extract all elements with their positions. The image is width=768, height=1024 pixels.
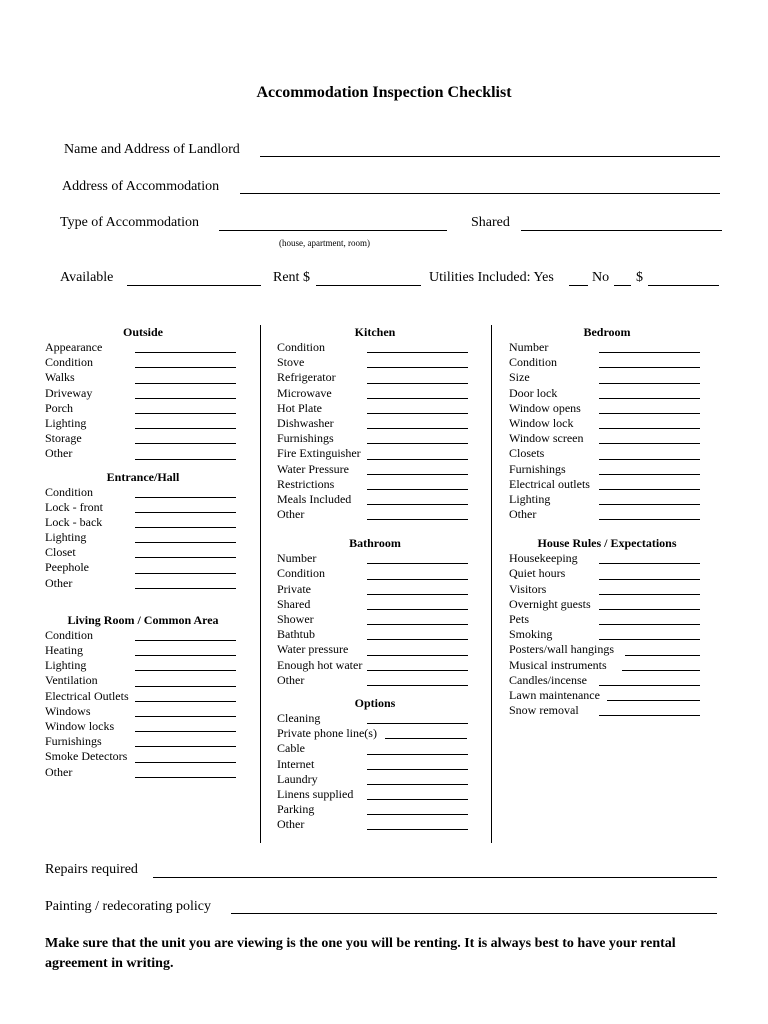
checklist-item: Visitors bbox=[509, 582, 705, 597]
answer-blank[interactable] bbox=[367, 769, 468, 770]
checklist-item: Cable bbox=[277, 741, 473, 756]
checklist-item: Peephole bbox=[45, 560, 241, 575]
checklist-item: Size bbox=[509, 370, 705, 385]
checklist-item: Furnishings bbox=[45, 734, 241, 749]
painting-label: Painting / redecorating policy bbox=[45, 899, 212, 914]
answer-blank[interactable] bbox=[367, 670, 468, 671]
answer-blank[interactable] bbox=[135, 573, 236, 574]
utilities-label: Utilities Included: Yes bbox=[429, 270, 554, 285]
answer-blank[interactable] bbox=[135, 398, 236, 399]
answer-blank[interactable] bbox=[135, 746, 236, 747]
checklist-item: Microwave bbox=[277, 386, 473, 401]
answer-blank[interactable] bbox=[367, 367, 468, 368]
answer-blank[interactable] bbox=[599, 639, 700, 640]
answer-blank[interactable] bbox=[135, 701, 236, 702]
type-field[interactable] bbox=[219, 230, 447, 231]
answer-blank[interactable] bbox=[135, 383, 236, 384]
checklist-item: Condition bbox=[45, 628, 241, 643]
answer-blank[interactable] bbox=[367, 655, 468, 656]
checklist-item: Cleaning bbox=[277, 711, 473, 726]
checklist-item: Door lock bbox=[509, 386, 705, 401]
checklist-item: Shower bbox=[277, 612, 473, 627]
checklist-item: Closets bbox=[509, 446, 705, 461]
checklist-item: Linens supplied bbox=[277, 787, 473, 802]
checklist-item: Window opens bbox=[509, 401, 705, 416]
utilities-amount-field[interactable] bbox=[648, 285, 719, 286]
repairs-label: Repairs required bbox=[45, 862, 138, 877]
answer-blank[interactable] bbox=[367, 609, 468, 610]
answer-blank[interactable] bbox=[367, 398, 468, 399]
checklist-item: Smoke Detectors bbox=[45, 749, 241, 764]
answer-blank[interactable] bbox=[135, 413, 236, 414]
answer-blank[interactable] bbox=[599, 474, 700, 475]
column-divider bbox=[491, 325, 492, 843]
section-heading-options: Options bbox=[354, 695, 396, 710]
checklist-item: Condition bbox=[277, 566, 473, 581]
checklist-item: Lock - front bbox=[45, 500, 241, 515]
shared-label: Shared bbox=[471, 215, 510, 230]
answer-blank[interactable] bbox=[367, 639, 468, 640]
checklist-item: Furnishings bbox=[509, 462, 705, 477]
answer-blank[interactable] bbox=[599, 609, 700, 610]
painting-field[interactable] bbox=[231, 913, 717, 914]
answer-blank[interactable] bbox=[367, 754, 468, 755]
utilities-yes-field[interactable] bbox=[569, 285, 588, 286]
answer-blank[interactable] bbox=[367, 799, 468, 800]
house-rules-items bbox=[509, 551, 705, 718]
section-heading-house-rules: House Rules / Expectations bbox=[537, 536, 677, 551]
answer-blank[interactable] bbox=[599, 715, 700, 716]
answer-blank[interactable] bbox=[367, 829, 468, 830]
checklist-column-3 bbox=[509, 325, 705, 718]
checklist-item: Condition bbox=[45, 485, 241, 500]
answer-blank[interactable] bbox=[599, 443, 700, 444]
answer-blank[interactable] bbox=[135, 640, 236, 641]
checklist-item: Laundry bbox=[277, 772, 473, 787]
section-heading-entrance-hall: Entrance/Hall bbox=[106, 469, 180, 484]
answer-blank[interactable] bbox=[135, 670, 236, 671]
checklist-item: Furnishings bbox=[277, 431, 473, 446]
section-heading-bedroom: Bedroom bbox=[583, 325, 631, 339]
checklist-item: Pets bbox=[509, 612, 705, 627]
checklist-item: Smoking bbox=[509, 627, 705, 642]
checklist-item: Enough hot water bbox=[277, 658, 473, 673]
utilities-dollar-label: $ bbox=[636, 270, 643, 285]
answer-blank[interactable] bbox=[135, 588, 236, 589]
checklist-item: Refrigerator bbox=[277, 370, 473, 385]
section-heading-bathroom: Bathroom bbox=[349, 536, 401, 551]
answer-blank[interactable] bbox=[599, 504, 700, 505]
answer-blank[interactable] bbox=[599, 624, 700, 625]
checklist-item: Other bbox=[277, 673, 473, 688]
repairs-field[interactable] bbox=[153, 877, 717, 878]
type-label: Type of Accommodation bbox=[60, 215, 199, 230]
answer-blank[interactable] bbox=[607, 700, 700, 701]
answer-blank[interactable] bbox=[135, 527, 236, 528]
checklist-column-1 bbox=[45, 325, 241, 780]
address-field[interactable] bbox=[240, 193, 720, 194]
type-hint: (house, apartment, room) bbox=[279, 238, 370, 248]
answer-blank[interactable] bbox=[135, 352, 236, 353]
bathroom-items bbox=[277, 551, 473, 688]
answer-blank[interactable] bbox=[367, 413, 468, 414]
answer-blank[interactable] bbox=[367, 624, 468, 625]
answer-blank[interactable] bbox=[135, 459, 236, 460]
answer-blank[interactable] bbox=[385, 738, 467, 739]
section-heading-kitchen: Kitchen bbox=[354, 325, 396, 339]
checklist-item: Condition bbox=[509, 355, 705, 370]
checklist-item: Lock - back bbox=[45, 515, 241, 530]
answer-blank[interactable] bbox=[599, 383, 700, 384]
address-label: Address of Accommodation bbox=[62, 179, 220, 194]
answer-blank[interactable] bbox=[599, 685, 700, 686]
checklist-item: Fire Extinguisher bbox=[277, 446, 473, 461]
checklist-item: Quiet hours bbox=[509, 566, 705, 581]
answer-blank[interactable] bbox=[367, 563, 468, 564]
checklist-item: Lighting bbox=[45, 530, 241, 545]
section-heading-outside: Outside bbox=[122, 325, 163, 339]
shared-field[interactable] bbox=[521, 230, 722, 231]
checklist-item: Snow removal bbox=[509, 703, 705, 718]
checklist-column-2 bbox=[277, 325, 473, 832]
options-items bbox=[277, 711, 473, 833]
checklist-item: Private phone line(s) bbox=[277, 726, 473, 741]
page-title: Accommodation Inspection Checklist bbox=[256, 84, 512, 101]
answer-blank[interactable] bbox=[135, 557, 236, 558]
checklist-item: Musical instruments bbox=[509, 658, 705, 673]
answer-blank[interactable] bbox=[599, 352, 700, 353]
answer-blank[interactable] bbox=[599, 519, 700, 520]
checklist-item: Lighting bbox=[45, 658, 241, 673]
answer-blank[interactable] bbox=[135, 497, 236, 498]
answer-blank[interactable] bbox=[599, 579, 700, 580]
checklist-item: Condition bbox=[277, 340, 473, 355]
checklist-item: Other bbox=[45, 446, 241, 461]
landlord-field[interactable] bbox=[260, 156, 720, 157]
checklist-item: Water Pressure bbox=[277, 462, 473, 477]
checklist-item: Other bbox=[509, 507, 705, 522]
checklist-item: Other bbox=[45, 765, 241, 780]
answer-blank[interactable] bbox=[367, 723, 468, 724]
answer-blank[interactable] bbox=[135, 367, 236, 368]
answer-blank[interactable] bbox=[625, 655, 700, 656]
checklist-item: Other bbox=[277, 817, 473, 832]
rent-label: Rent $ bbox=[273, 270, 310, 285]
checklist-item: Windows bbox=[45, 704, 241, 719]
checklist-item: Internet bbox=[277, 757, 473, 772]
answer-blank[interactable] bbox=[367, 579, 468, 580]
checklist-item: Walks bbox=[45, 370, 241, 385]
landlord-label: Name and Address of Landlord bbox=[64, 142, 240, 157]
answer-blank[interactable] bbox=[135, 731, 236, 732]
answer-blank[interactable] bbox=[599, 413, 700, 414]
answer-blank[interactable] bbox=[599, 367, 700, 368]
answer-blank[interactable] bbox=[135, 762, 236, 763]
checklist-item: Lighting bbox=[509, 492, 705, 507]
available-field[interactable] bbox=[127, 285, 261, 286]
checklist-item: Shared bbox=[277, 597, 473, 612]
answer-blank[interactable] bbox=[367, 428, 468, 429]
checklist-item: Meals Included bbox=[277, 492, 473, 507]
checklist-item: Other bbox=[45, 576, 241, 591]
checklist-item: Driveway bbox=[45, 386, 241, 401]
checklist-item: Porch bbox=[45, 401, 241, 416]
answer-blank[interactable] bbox=[135, 686, 236, 687]
answer-blank[interactable] bbox=[599, 563, 700, 564]
utilities-no-field[interactable] bbox=[614, 285, 631, 286]
checklist-item: Overnight guests bbox=[509, 597, 705, 612]
entrance-hall-items bbox=[45, 485, 241, 591]
section-heading-living-room: Living Room / Common Area bbox=[67, 612, 219, 627]
answer-blank[interactable] bbox=[367, 685, 468, 686]
answer-blank[interactable] bbox=[367, 459, 468, 460]
checklist-item: Window lock bbox=[509, 416, 705, 431]
checklist-item: Window screen bbox=[509, 431, 705, 446]
kitchen-items bbox=[277, 340, 473, 522]
checklist-item: Housekeeping bbox=[509, 551, 705, 566]
checklist-item: Private bbox=[277, 582, 473, 597]
checklist-item: Electrical Outlets bbox=[45, 689, 241, 704]
answer-blank[interactable] bbox=[367, 784, 468, 785]
checklist-item: Ventilation bbox=[45, 673, 241, 688]
checklist-item: Water pressure bbox=[277, 642, 473, 657]
answer-blank[interactable] bbox=[367, 489, 468, 490]
checklist-item: Number bbox=[277, 551, 473, 566]
checklist-item: Window locks bbox=[45, 719, 241, 734]
rent-field[interactable] bbox=[316, 285, 421, 286]
answer-blank[interactable] bbox=[599, 428, 700, 429]
bedroom-items bbox=[509, 340, 705, 522]
answer-blank[interactable] bbox=[135, 542, 236, 543]
answer-blank[interactable] bbox=[135, 443, 236, 444]
answer-blank[interactable] bbox=[367, 352, 468, 353]
utilities-no-label: No bbox=[592, 270, 610, 285]
checklist-item: Storage bbox=[45, 431, 241, 446]
answer-blank[interactable] bbox=[599, 459, 700, 460]
checklist-item: Electrical outlets bbox=[509, 477, 705, 492]
living-room-items bbox=[45, 628, 241, 780]
answer-blank[interactable] bbox=[135, 716, 236, 717]
checklist-item: Bathtub bbox=[277, 627, 473, 642]
checklist-item: Lawn maintenance bbox=[509, 688, 705, 703]
checklist-item: Condition bbox=[45, 355, 241, 370]
checklist-item: Appearance bbox=[45, 340, 241, 355]
answer-blank[interactable] bbox=[367, 814, 468, 815]
answer-blank[interactable] bbox=[599, 398, 700, 399]
available-label: Available bbox=[60, 270, 114, 285]
checklist-item: Parking bbox=[277, 802, 473, 817]
checklist-item: Restrictions bbox=[277, 477, 473, 492]
answer-blank[interactable] bbox=[367, 443, 468, 444]
answer-blank[interactable] bbox=[135, 512, 236, 513]
answer-blank[interactable] bbox=[367, 383, 468, 384]
answer-blank[interactable] bbox=[367, 504, 468, 505]
checklist-item: Other bbox=[277, 507, 473, 522]
answer-blank[interactable] bbox=[135, 428, 236, 429]
checklist-item: Hot Plate bbox=[277, 401, 473, 416]
answer-blank[interactable] bbox=[599, 489, 700, 490]
checklist-item: Dishwasher bbox=[277, 416, 473, 431]
checklist-item: Heating bbox=[45, 643, 241, 658]
answer-blank[interactable] bbox=[367, 519, 468, 520]
checklist-item: Stove bbox=[277, 355, 473, 370]
outside-items bbox=[45, 340, 241, 462]
checklist-item: Candles/incense bbox=[509, 673, 705, 688]
answer-blank[interactable] bbox=[367, 594, 468, 595]
column-divider bbox=[260, 325, 261, 843]
answer-blank[interactable] bbox=[135, 777, 236, 778]
answer-blank[interactable] bbox=[367, 474, 468, 475]
checklist-item: Lighting bbox=[45, 416, 241, 431]
checklist-item: Number bbox=[509, 340, 705, 355]
footer-note: Make sure that the unit you are viewing is the one you will be renting. It is always best to have your rental agreement in writing. bbox=[45, 936, 676, 971]
answer-blank[interactable] bbox=[622, 670, 700, 671]
answer-blank[interactable] bbox=[135, 655, 236, 656]
checklist-item: Posters/wall hangings bbox=[509, 642, 705, 657]
checklist-item: Closet bbox=[45, 545, 241, 560]
answer-blank[interactable] bbox=[599, 594, 700, 595]
